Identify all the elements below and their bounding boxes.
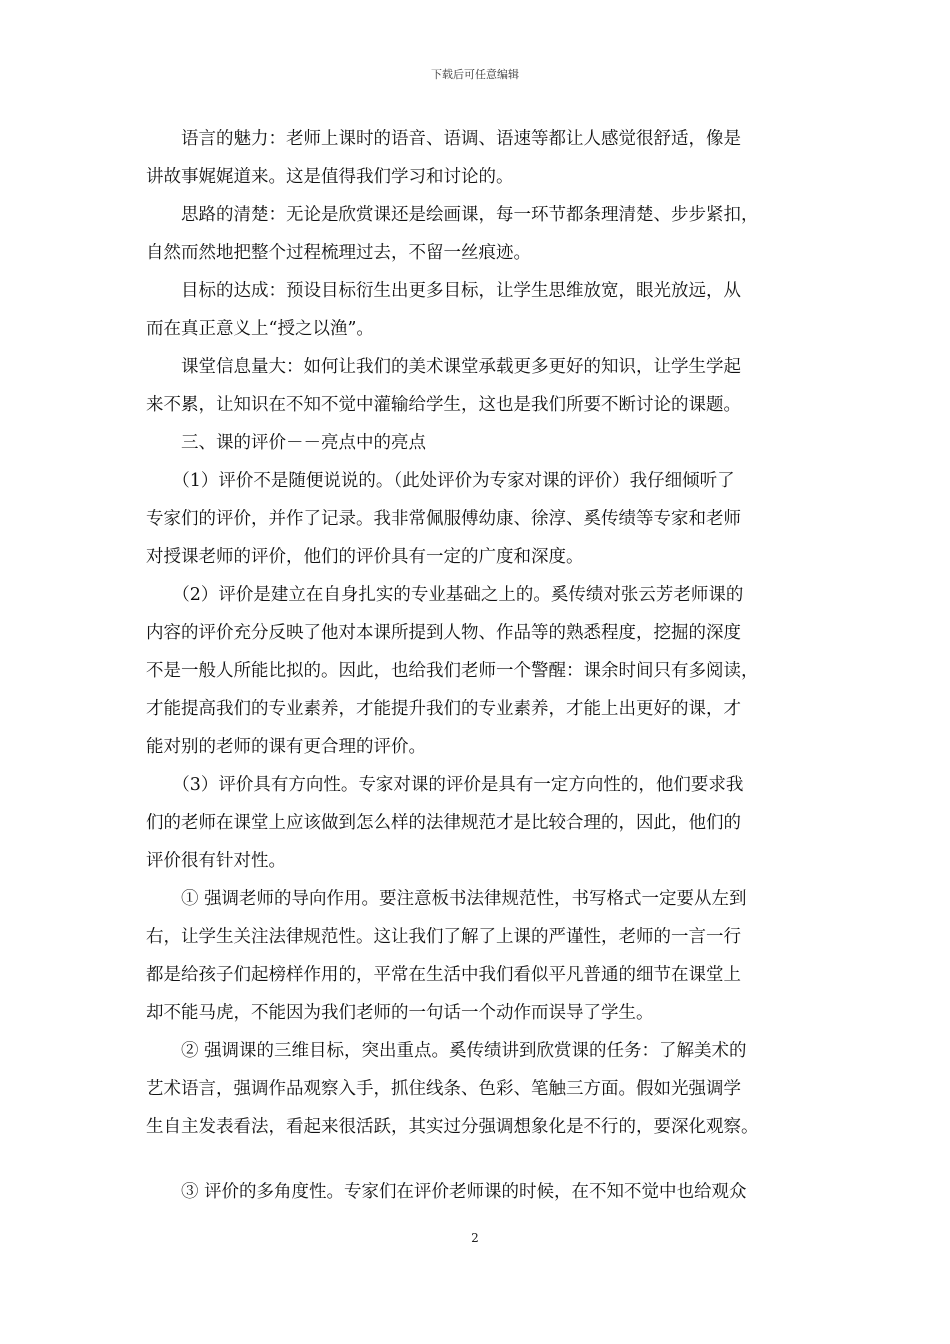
text-line: 内容的评价充分反映了他对本课所提到人物、作品等的熟悉程度，挖掘的深度 bbox=[146, 623, 741, 643]
text-line: 目标的达成：预设目标衍生出更多目标，让学生思维放宽，眼光放远，从 bbox=[146, 281, 741, 301]
text-line: ② 强调课的三维目标，突出重点。奚传绩讲到欣赏课的任务：了解美术的 bbox=[146, 1041, 747, 1061]
text-line: 思路的清楚：无论是欣赏课还是绘画课，每一环节都条理清楚、步步紧扣， bbox=[146, 205, 759, 225]
text-line: （3）评价具有方向性。专家对课的评价是具有一定方向性的，他们要求我 bbox=[146, 775, 744, 795]
text-line: 却不能马虎，不能因为我们老师的一句话一个动作而误导了学生。 bbox=[146, 1003, 654, 1023]
text-line: 语言的魅力：老师上课时的语音、语调、语速等都让人感觉很舒适，像是 bbox=[146, 129, 741, 149]
page-number: 2 bbox=[471, 1231, 479, 1245]
paragraph-gap bbox=[146, 1146, 812, 1173]
text-line: 生自主发表看法，看起来很活跃，其实过分强调想象化是不行的，要深化观察。 bbox=[146, 1117, 759, 1137]
page-header: 下载后可任意编辑 bbox=[431, 68, 519, 81]
text-line: 都是给孩子们起榜样作用的，平常在生活中我们看似平凡普通的细节在课堂上 bbox=[146, 965, 741, 985]
text-line: 专家们的评价，并作了记录。我非常佩服傅幼康、徐淳、奚传绩等专家和老师 bbox=[146, 509, 741, 529]
text-line: （2）评价是建立在自身扎实的专业基础之上的。奚传绩对张云芳老师课的 bbox=[146, 585, 744, 605]
text-line: 来不累，让知识在不知不觉中灌输给学生，这也是我们所要不断讨论的课题。 bbox=[146, 395, 741, 415]
text-line: 艺术语言，强调作品观察入手，抓住线条、色彩、笔触三方面。假如光强调学 bbox=[146, 1079, 741, 1099]
text-line: 才能提高我们的专业素养，才能提升我们的专业素养，才能上出更好的课，才 bbox=[146, 699, 741, 719]
text-line: 能对别的老师的课有更合理的评价。 bbox=[146, 737, 426, 757]
text-line: 评价很有针对性。 bbox=[146, 851, 286, 871]
text-line: 自然而然地把整个过程梳理过去，不留一丝痕迹。 bbox=[146, 243, 531, 263]
text-line: 右，让学生关注法律规范性。这让我们了解了上课的严谨性，老师的一言一行 bbox=[146, 927, 741, 947]
text-line: 讲故事娓娓道来。这是值得我们学习和讨论的。 bbox=[146, 167, 514, 187]
text-line: 课堂信息量大：如何让我们的美术课堂承载更多更好的知识，让学生学起 bbox=[146, 357, 741, 377]
text-line: ③ 评价的多角度性。专家们在评价老师课的时候，在不知不觉中也给观众 bbox=[146, 1182, 747, 1202]
text-line: 对授课老师的评价，他们的评价具有一定的广度和深度。 bbox=[146, 547, 584, 567]
document-body bbox=[146, 120, 812, 1211]
text-line: 而在真正意义上“授之以渔”。 bbox=[146, 319, 374, 339]
section-heading: 三、课的评价－－亮点中的亮点 bbox=[146, 433, 426, 453]
text-line: 们的老师在课堂上应该做到怎么样的法律规范才是比较合理的，因此，他们的 bbox=[146, 813, 741, 833]
text-line: ① 强调老师的导向作用。要注意板书法律规范性，书写格式一定要从左到 bbox=[146, 889, 747, 909]
text-line: （1）评价不是随便说说的。（此处评价为专家对课的评价）我仔细倾听了 bbox=[146, 471, 735, 491]
text-line: 不是一般人所能比拟的。因此，也给我们老师一个警醒：课余时间只有多阅读， bbox=[146, 661, 759, 681]
